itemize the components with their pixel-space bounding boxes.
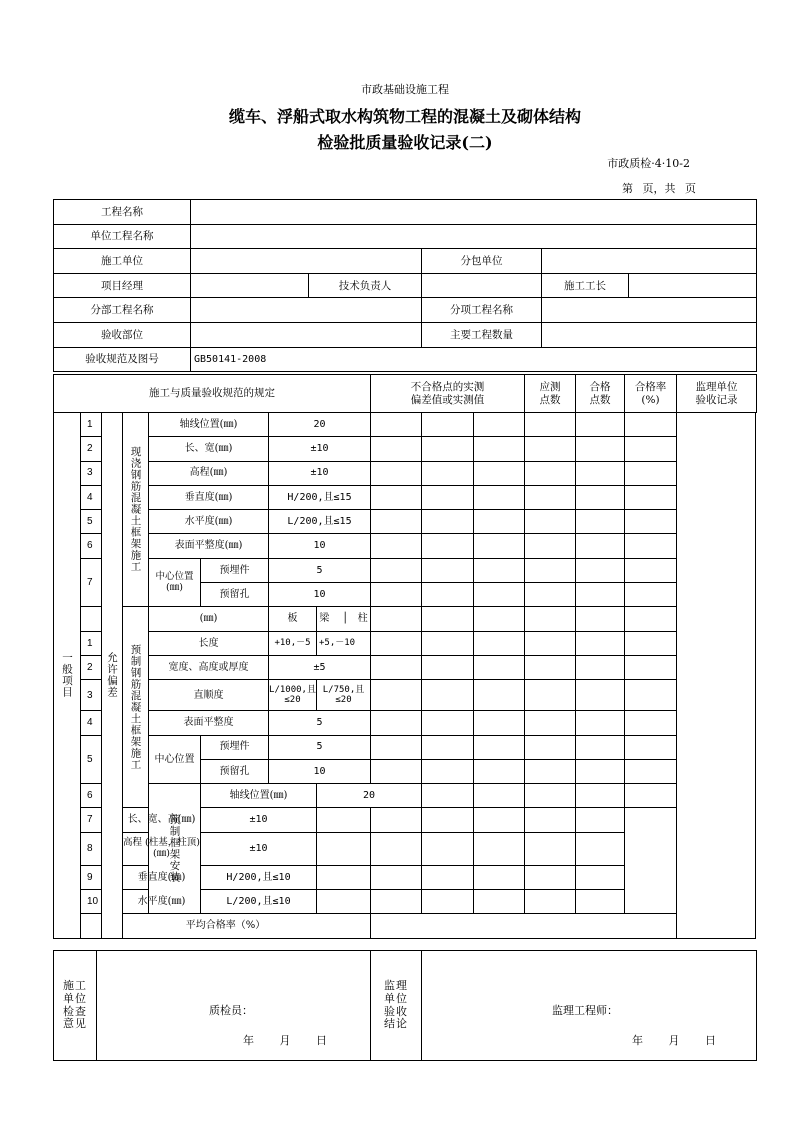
item-spec: 20 xyxy=(317,784,422,808)
deviation-cell[interactable] xyxy=(422,865,474,889)
rate-cell[interactable] xyxy=(625,583,677,607)
supervisor-date: 年 月 日 xyxy=(632,1034,716,1047)
col-header-rule: 施工与质量验收规范的规定 xyxy=(54,375,371,413)
row-no: 7 xyxy=(81,558,102,607)
subcontractor-field[interactable] xyxy=(542,249,757,274)
part-label: 验收部位 xyxy=(54,322,191,347)
should-cell[interactable] xyxy=(474,865,525,889)
item-spec: ±10 xyxy=(201,808,317,832)
should-cell[interactable] xyxy=(576,784,625,808)
deviation-cell[interactable] xyxy=(371,655,422,679)
should-cell[interactable] xyxy=(525,631,576,655)
project-name-label: 工程名称 xyxy=(54,200,191,225)
item-spec: L/200,且≤15 xyxy=(269,510,371,534)
pass-cell[interactable] xyxy=(576,583,625,607)
row-no: 1 xyxy=(81,413,102,437)
deviation-cell[interactable] xyxy=(422,558,474,582)
deviation-cell[interactable] xyxy=(474,607,525,631)
should-cell[interactable] xyxy=(525,461,576,485)
item-name: 预留孔 xyxy=(201,759,269,783)
should-cell[interactable] xyxy=(474,808,525,832)
pass-cell[interactable] xyxy=(625,784,677,808)
subcontractor-label: 分包单位 xyxy=(422,249,542,274)
plate-label: 板 xyxy=(269,607,317,631)
sub-item-field[interactable] xyxy=(542,298,757,323)
should-cell[interactable] xyxy=(525,485,576,509)
deviation-cell[interactable] xyxy=(525,784,576,808)
deviation-cell[interactable] xyxy=(474,437,525,461)
constructor-label: 施工单位 xyxy=(54,249,191,274)
rate-cell[interactable] xyxy=(625,631,677,655)
tech-lead-field[interactable] xyxy=(422,273,542,298)
deviation-cell[interactable] xyxy=(371,865,422,889)
should-cell[interactable] xyxy=(525,735,576,759)
item-spec: ±10 xyxy=(269,437,371,461)
row-no: 6 xyxy=(81,784,102,808)
rate-cell[interactable] xyxy=(576,832,625,865)
pass-cell[interactable] xyxy=(576,558,625,582)
deviation-cell[interactable] xyxy=(474,461,525,485)
deviation-cell[interactable] xyxy=(371,832,422,865)
row-no: 10 xyxy=(81,890,102,914)
item-name: 宽度、高度或厚度 xyxy=(149,655,269,679)
item-spec: 20 xyxy=(269,413,371,437)
should-cell[interactable] xyxy=(525,711,576,735)
row-no: 2 xyxy=(81,655,102,679)
avg-rate-value[interactable] xyxy=(371,914,677,938)
item-name: 高程 (柱基，柱顶)(㎜) xyxy=(123,832,201,865)
deviation-cell[interactable] xyxy=(371,759,422,783)
row-no: 5 xyxy=(81,510,102,534)
deviation-cell[interactable] xyxy=(474,711,525,735)
deviation-cell[interactable] xyxy=(317,890,371,914)
should-cell[interactable] xyxy=(474,832,525,865)
item-name: 垂直度(㎜) xyxy=(123,865,201,889)
item-name: 长度 xyxy=(149,631,269,655)
signature-table xyxy=(53,950,757,1061)
deviation-cell[interactable] xyxy=(474,510,525,534)
center-position-label: 中心位置 xyxy=(149,735,201,784)
pass-cell[interactable] xyxy=(576,680,625,711)
row-no: 9 xyxy=(81,865,102,889)
deviation-cell[interactable] xyxy=(422,735,474,759)
construction-opinion-area[interactable] xyxy=(97,951,371,1061)
general-items-label: 一般项目 xyxy=(54,413,81,939)
row-no: 4 xyxy=(81,711,102,735)
deviation-cell[interactable] xyxy=(371,461,422,485)
should-cell[interactable] xyxy=(525,759,576,783)
deviation-cell[interactable] xyxy=(474,583,525,607)
row-no: 5 xyxy=(81,735,102,784)
pass-cell[interactable] xyxy=(525,808,576,832)
deviation-cell[interactable] xyxy=(422,534,474,558)
deviation-cell[interactable] xyxy=(474,534,525,558)
rate-cell[interactable] xyxy=(625,607,677,631)
rate-cell[interactable] xyxy=(625,510,677,534)
deviation-cell[interactable] xyxy=(317,865,371,889)
deviation-cell[interactable] xyxy=(422,510,474,534)
sub-part-label: 分部工程名称 xyxy=(54,298,191,323)
item-name: 直顺度 xyxy=(149,680,269,711)
pass-cell[interactable] xyxy=(576,461,625,485)
rate-cell[interactable] xyxy=(625,711,677,735)
deviation-cell[interactable] xyxy=(474,558,525,582)
deviation-cell[interactable] xyxy=(422,808,474,832)
col-header-pass: 合格 点数 xyxy=(576,375,625,413)
deviation-cell[interactable] xyxy=(371,631,422,655)
inspector-label: 质检员： xyxy=(209,1004,253,1017)
item-spec-plate-beam: +10,－5 xyxy=(269,631,317,655)
supervisor-engineer-label: 监理工程师： xyxy=(552,1004,618,1017)
item-spec-b: L/750,且≤20 xyxy=(317,680,371,711)
deviation-cell[interactable] xyxy=(371,890,422,914)
rate-cell[interactable] xyxy=(625,534,677,558)
should-cell[interactable] xyxy=(525,558,576,582)
item-name: 水平度(㎜) xyxy=(123,890,201,914)
project-manager-field[interactable] xyxy=(191,273,309,298)
deviation-cell[interactable] xyxy=(422,413,474,437)
deviation-cell[interactable] xyxy=(422,485,474,509)
spec-value[interactable]: GB50141-2008 xyxy=(191,347,757,372)
should-cell[interactable] xyxy=(525,655,576,679)
deviation-cell[interactable] xyxy=(371,735,422,759)
item-name: 长、宽(㎜) xyxy=(149,437,269,461)
pass-cell[interactable] xyxy=(576,485,625,509)
supervisor-conclusion-label: 监理单位验收结论 xyxy=(371,951,422,1061)
rate-cell[interactable] xyxy=(625,461,677,485)
row-no xyxy=(81,607,102,631)
item-name: 表面平整度(㎜) xyxy=(149,534,269,558)
item-name: 预埋件 xyxy=(201,735,269,759)
item-spec-a: L/1000,且≤20 xyxy=(269,680,317,711)
column-header-table xyxy=(53,374,757,413)
row-no: 4 xyxy=(81,485,102,509)
project-name-field[interactable] xyxy=(191,200,757,225)
header-top: 市政基础设施工程 xyxy=(361,83,449,96)
should-cell[interactable] xyxy=(525,583,576,607)
group-c-label: 预制框架安装 xyxy=(149,784,201,914)
pass-cell[interactable] xyxy=(576,534,625,558)
page-number: 第 页，共 页 xyxy=(622,182,696,195)
spec-label: 验收规范及图号 xyxy=(54,347,191,372)
pass-cell[interactable] xyxy=(525,890,576,914)
item-spec: ±5 xyxy=(269,655,371,679)
row-no: 7 xyxy=(81,808,102,832)
item-name: 高程(㎜) xyxy=(149,461,269,485)
item-name: 预埋件 xyxy=(201,558,269,582)
deviation-cell[interactable] xyxy=(474,735,525,759)
pass-cell[interactable] xyxy=(576,607,625,631)
supervise-cell[interactable] xyxy=(677,413,756,939)
item-name: 水平度(㎜) xyxy=(149,510,269,534)
part-field[interactable] xyxy=(191,322,422,347)
deviation-cell[interactable] xyxy=(371,510,422,534)
info-table xyxy=(53,199,757,372)
col-header-rate: 合格率 (%) xyxy=(625,375,677,413)
deviation-cell[interactable] xyxy=(422,461,474,485)
pass-cell[interactable] xyxy=(576,759,625,783)
item-spec: H/200,且≤15 xyxy=(269,485,371,509)
rate-cell[interactable] xyxy=(625,485,677,509)
rate-cell[interactable] xyxy=(625,759,677,783)
deviation-cell[interactable] xyxy=(474,784,525,808)
item-spec: 10 xyxy=(269,583,371,607)
deviation-cell[interactable] xyxy=(474,485,525,509)
foreman-field[interactable] xyxy=(629,273,757,298)
deviation-cell[interactable] xyxy=(371,808,422,832)
deviation-cell[interactable] xyxy=(371,607,422,631)
rate-cell[interactable] xyxy=(625,680,677,711)
deviation-cell[interactable] xyxy=(422,680,474,711)
supervisor-conclusion-area[interactable] xyxy=(422,951,757,1061)
deviation-cell[interactable] xyxy=(422,711,474,735)
item-name: 轴线位置(㎜) xyxy=(149,413,269,437)
item-name: 表面平整度 xyxy=(149,711,269,735)
item-spec: H/200,且≤10 xyxy=(201,865,317,889)
beam-col-label: 梁 │ 柱 xyxy=(317,607,371,631)
rate-cell[interactable] xyxy=(576,890,625,914)
deviation-cell[interactable] xyxy=(474,413,525,437)
item-spec: 10 xyxy=(269,534,371,558)
deviation-cell[interactable] xyxy=(422,607,474,631)
deviation-cell[interactable] xyxy=(371,583,422,607)
deviation-cell[interactable] xyxy=(422,832,474,865)
deviation-cell[interactable] xyxy=(422,631,474,655)
deviation-cell[interactable] xyxy=(422,583,474,607)
pass-cell[interactable] xyxy=(576,711,625,735)
row-no: 3 xyxy=(81,461,102,485)
group-a-label: 现浇钢筋混凝土框架施工 xyxy=(123,413,149,607)
row-no: 8 xyxy=(81,832,102,865)
deviation-cell[interactable] xyxy=(371,680,422,711)
deviation-cell[interactable] xyxy=(371,413,422,437)
deviation-cell[interactable] xyxy=(371,485,422,509)
deviation-cell[interactable] xyxy=(422,437,474,461)
deviation-cell[interactable] xyxy=(422,784,474,808)
row-no: 1 xyxy=(81,631,102,655)
quantity-field[interactable] xyxy=(542,322,757,347)
pass-cell[interactable] xyxy=(576,510,625,534)
construction-opinion-label: 施工单位检查意见 xyxy=(54,951,97,1061)
pass-cell[interactable] xyxy=(576,735,625,759)
pass-cell[interactable] xyxy=(576,655,625,679)
beam-label: 梁 xyxy=(319,613,330,625)
item-spec: 5 xyxy=(269,558,371,582)
rate-cell[interactable] xyxy=(576,865,625,889)
rate-cell[interactable] xyxy=(625,558,677,582)
form-number: 市政质检·4·10-2 xyxy=(607,157,690,170)
should-cell[interactable] xyxy=(525,437,576,461)
pass-cell[interactable] xyxy=(576,631,625,655)
should-cell[interactable] xyxy=(525,607,576,631)
sub-part-field[interactable] xyxy=(191,298,422,323)
should-cell[interactable] xyxy=(525,510,576,534)
should-cell[interactable] xyxy=(525,680,576,711)
title-line-1: 缆车、浮船式取水构筑物工程的混凝土及砌体结构 xyxy=(228,107,581,126)
rate-cell[interactable] xyxy=(625,735,677,759)
col-label: 柱 xyxy=(357,613,368,625)
row-no: 6 xyxy=(81,534,102,558)
construction-date: 年 月 日 xyxy=(243,1034,327,1047)
rate-cell[interactable] xyxy=(625,413,677,437)
pass-cell[interactable] xyxy=(525,865,576,889)
item-name: 长、宽、高(㎜) xyxy=(123,808,201,832)
item-name: 垂直度(㎜) xyxy=(149,485,269,509)
item-spec: 5 xyxy=(269,735,371,759)
constructor-field[interactable] xyxy=(191,249,422,274)
row-no: 2 xyxy=(81,437,102,461)
deviation-cell[interactable] xyxy=(371,711,422,735)
deviation-cell[interactable] xyxy=(371,437,422,461)
item-name: 预留孔 xyxy=(201,583,269,607)
item-spec-col: +5,－10 xyxy=(317,631,371,655)
pass-cell[interactable] xyxy=(576,437,625,461)
item-spec: L/200,且≤10 xyxy=(201,890,317,914)
unit-project-label: 单位工程名称 xyxy=(54,224,191,249)
item-spec: ±10 xyxy=(201,832,317,865)
project-manager-label: 项目经理 xyxy=(54,273,191,298)
foreman-label: 施工工长 xyxy=(542,273,629,298)
allow-deviation-label: 允许偏差 xyxy=(102,413,123,939)
should-cell[interactable] xyxy=(474,890,525,914)
col-header-supervise: 监理单位 验收记录 xyxy=(677,375,757,413)
pass-cell[interactable] xyxy=(576,413,625,437)
item-spec: ±10 xyxy=(269,461,371,485)
col-header-deviation: 不合格点的实测 偏差值或实测值 xyxy=(371,375,525,413)
rate-cell[interactable] xyxy=(625,437,677,461)
center-position-label: 中心位置(㎜) xyxy=(149,558,201,607)
sub-item-label: 分项工程名称 xyxy=(422,298,542,323)
col-header-should: 应测 点数 xyxy=(525,375,576,413)
tech-lead-label: 技术负责人 xyxy=(309,273,422,298)
avg-rate-label: 平均合格率（%） xyxy=(81,914,371,938)
should-cell[interactable] xyxy=(525,534,576,558)
deviation-cell[interactable] xyxy=(371,534,422,558)
pass-cell[interactable] xyxy=(525,832,576,865)
rate-cell[interactable] xyxy=(625,655,677,679)
unit-label: (㎜) xyxy=(149,607,269,631)
deviation-cell[interactable] xyxy=(474,759,525,783)
title-line-2: 检验批质量验收记录(二) xyxy=(317,133,493,152)
quantity-label: 主要工程数量 xyxy=(422,322,542,347)
deviation-cell[interactable] xyxy=(422,890,474,914)
deviation-cell[interactable] xyxy=(317,832,371,865)
item-spec: 5 xyxy=(269,711,371,735)
deviation-cell[interactable] xyxy=(474,655,525,679)
group-b-label: 预制钢筋混凝土框架施工 xyxy=(123,607,149,808)
deviation-cell[interactable] xyxy=(422,655,474,679)
items-table xyxy=(53,412,756,939)
row-no: 3 xyxy=(81,680,102,711)
deviation-cell[interactable] xyxy=(422,759,474,783)
should-cell[interactable] xyxy=(525,413,576,437)
item-spec: 10 xyxy=(269,759,371,783)
unit-project-field[interactable] xyxy=(191,224,757,249)
rate-cell[interactable] xyxy=(576,808,625,832)
deviation-cell[interactable] xyxy=(474,631,525,655)
deviation-cell[interactable] xyxy=(474,680,525,711)
deviation-cell[interactable] xyxy=(371,558,422,582)
deviation-cell[interactable] xyxy=(317,808,371,832)
item-name: 轴线位置(㎜) xyxy=(201,784,317,808)
